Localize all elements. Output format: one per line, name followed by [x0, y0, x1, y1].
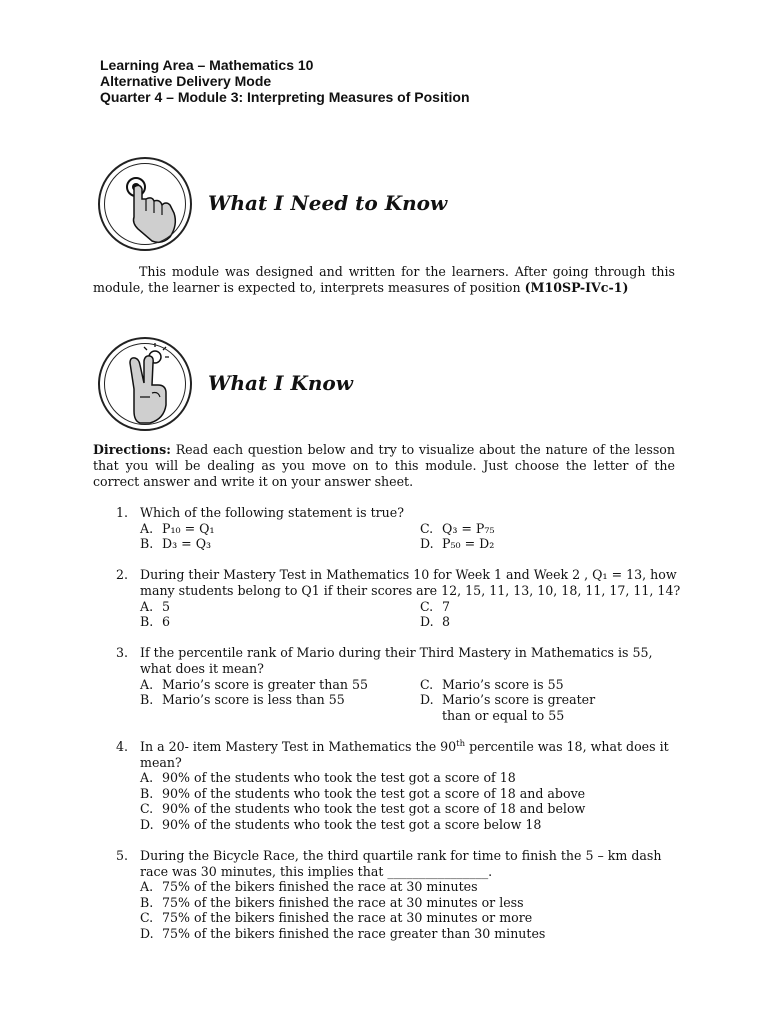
answer-options [140, 599, 685, 630]
option-text: 90% of the students who took the test got a score of 18 and above [162, 785, 586, 801]
answer-option[interactable] [420, 614, 700, 630]
answer-options [140, 677, 685, 724]
question-number: 1. [116, 505, 129, 520]
answer-option[interactable] [140, 521, 420, 537]
question-text [140, 739, 685, 770]
directions-label: Directions: [93, 442, 171, 457]
answer-option[interactable] [140, 692, 420, 723]
option-letter: B. [140, 536, 154, 552]
section-title: What I Need to Know [208, 191, 448, 215]
answer-option[interactable] [140, 786, 685, 802]
question-text: Which of the following statement is true? [140, 505, 404, 520]
header-delivery-mode: Alternative Delivery Mode [100, 73, 272, 89]
intro-paragraph [93, 264, 675, 296]
option-text: 5 [162, 598, 171, 614]
option-text: 75% of the bikers finished the race at 30 minutes or less [162, 894, 524, 910]
question-number: 2. [116, 567, 129, 583]
option-letter: B. [140, 785, 154, 801]
option-text: Mario’s score is greater than or equal to 55 [442, 692, 596, 723]
answer-option[interactable] [140, 677, 420, 693]
option-text: P₁₀ = Q₁ [162, 520, 215, 536]
answer-option[interactable] [140, 895, 685, 911]
ordinal-suffix: th [456, 738, 466, 749]
option-letter: A. [140, 676, 154, 692]
answer-option[interactable] [420, 521, 700, 537]
directions-paragraph [93, 442, 675, 490]
option-letter: A. [140, 770, 154, 786]
question-item [110, 848, 685, 942]
option-text: 75% of the bikers finished the race at 30 minutes or more [162, 910, 533, 926]
question-number: 5. [116, 848, 129, 864]
question-text: If the percentile rank of Mario during their Third Mastery in Mathematics is 55, what does it mean? [140, 645, 653, 676]
option-letter: D. [140, 926, 154, 942]
option-letter: B. [140, 692, 154, 708]
question-item [110, 739, 685, 833]
answer-option[interactable] [140, 817, 685, 833]
header-learning-area: Learning Area – Mathematics 10 [100, 57, 314, 73]
question-number: 3. [116, 645, 129, 661]
answer-options [140, 770, 685, 832]
option-text: 90% of the students who took the test got a score of 18 and below [162, 801, 586, 817]
option-text: 7 [442, 598, 451, 614]
answer-option[interactable] [420, 599, 700, 615]
document-header [100, 57, 470, 105]
answer-option[interactable] [140, 879, 685, 895]
section-title: What I Know [208, 371, 353, 395]
question-item [110, 645, 685, 723]
option-letter: C. [140, 910, 154, 926]
directions-text: Read each question below and try to visualize about the nature of the lesson that you will be dealing as you move on to this module. Just choose the letter of the correct answer and write it on your answer sheet. [93, 442, 675, 489]
option-text: 6 [162, 614, 171, 630]
answer-option[interactable] [140, 926, 685, 942]
answer-option[interactable] [140, 536, 420, 552]
option-text: Mario’s score is less than 55 [162, 692, 345, 708]
option-text: P₅₀ = D₂ [442, 536, 495, 552]
option-letter: C. [420, 676, 434, 692]
header-module-title: Quarter 4 – Module 3: Interpreting Measures of Position [100, 89, 470, 105]
option-letter: A. [140, 879, 154, 895]
option-text: 75% of the bikers finished the race at 30 minutes [162, 879, 478, 895]
option-letter: D. [420, 614, 434, 630]
answer-option[interactable] [140, 599, 420, 615]
option-letter: D. [420, 692, 434, 708]
option-letter: C. [420, 598, 434, 614]
intro-text: This module was designed and written for the learners. After going through this module, the learner is expected to, interprets measures of position [93, 264, 675, 295]
question-text-part: percentile was 18, what does it mean? [140, 738, 669, 770]
option-text: 90% of the students who took the test got a score of 18 [162, 770, 516, 786]
answer-option[interactable] [140, 770, 685, 786]
answer-option[interactable] [140, 801, 685, 817]
option-letter: D. [140, 816, 154, 832]
question-text: During the Bicycle Race, the third quartile rank for time to finish the 5 – km dash race was 30 minutes, this implies that ________________. [140, 848, 662, 879]
option-letter: C. [420, 520, 434, 536]
option-letter: A. [140, 520, 154, 536]
option-letter: B. [140, 894, 154, 910]
option-text: D₃ = Q₃ [162, 536, 212, 552]
question-list [110, 505, 685, 957]
answer-option[interactable] [420, 677, 700, 693]
idea-hand-icon [98, 337, 192, 431]
option-text: Mario’s score is greater than 55 [162, 676, 368, 692]
pointing-finger-icon [98, 157, 192, 251]
answer-option[interactable] [420, 692, 700, 723]
option-letter: B. [140, 614, 154, 630]
question-text: During their Mastery Test in Mathematics 10 for Week 1 and Week 2 , Q₁ = 13, how many students belong to Q1 if their scores are 12, 15, 11, 13, 10, 18, 11, 17, 11, 14? [140, 567, 681, 598]
option-letter: D. [420, 536, 434, 552]
question-item [110, 567, 685, 629]
option-text: Mario’s score is 55 [442, 676, 564, 692]
question-text-part: In a 20- item Mastery Test in Mathematics the 90 [140, 738, 457, 754]
question-item [110, 505, 685, 552]
option-letter: C. [140, 801, 154, 817]
answer-option[interactable] [420, 536, 700, 552]
option-text: 75% of the bikers finished the race greater than 30 minutes [162, 926, 546, 942]
answer-option[interactable] [140, 910, 685, 926]
option-text: 90% of the students who took the test got a score below 18 [162, 816, 542, 832]
answer-options [140, 879, 685, 941]
answer-option[interactable] [140, 614, 420, 630]
answer-options [140, 521, 685, 552]
question-number: 4. [116, 738, 129, 754]
option-text: Q₃ = P₇₅ [442, 520, 495, 536]
competency-code: (M10SP-IVc-1) [524, 280, 629, 295]
option-text: 8 [442, 614, 451, 630]
option-letter: A. [140, 598, 154, 614]
